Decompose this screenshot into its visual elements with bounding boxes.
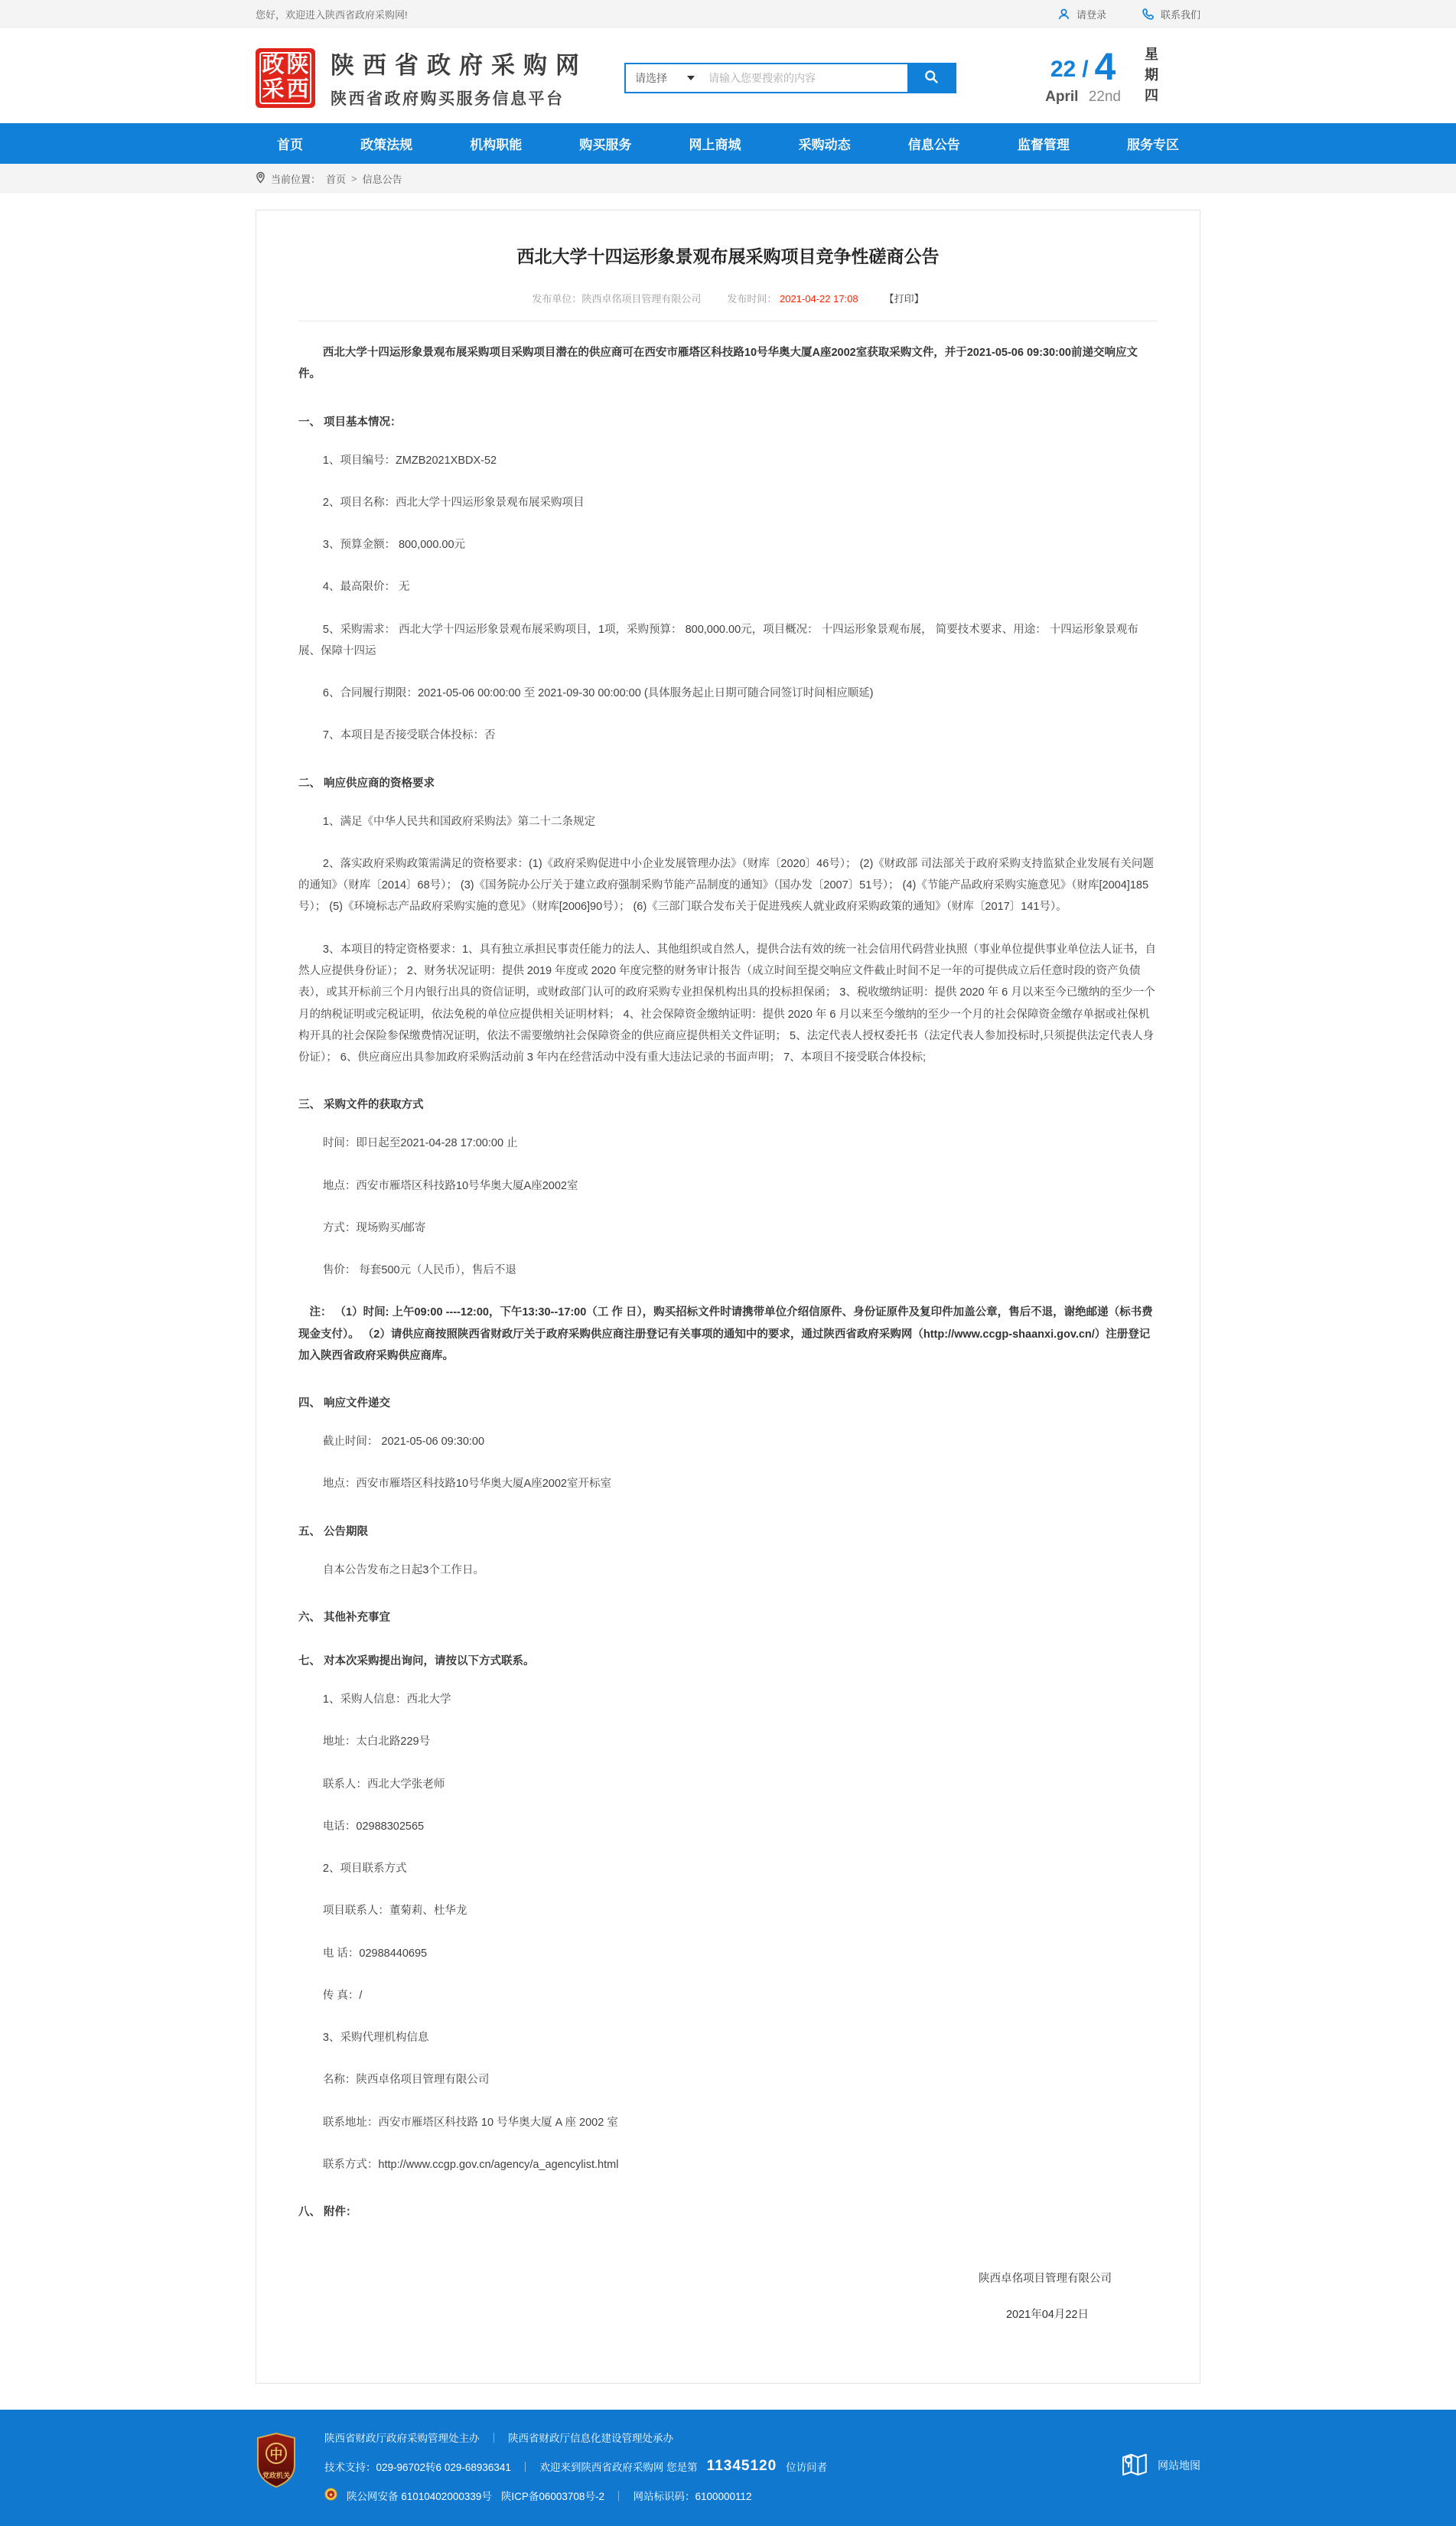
- section-paragraph: 时间：即日起至2021-04-28 17:00:00 止: [322, 1137, 518, 1150]
- search-input[interactable]: [704, 64, 907, 92]
- site-subtitle: 陕西省政府购买服务信息平台: [331, 90, 565, 108]
- user-icon: [1057, 8, 1070, 21]
- section-paragraph: 售价： 每套500元（人民币），售后不退: [322, 1264, 516, 1277]
- section-paragraph: 2、项目名称：西北大学十四运形象景观布展采购项目: [322, 496, 585, 509]
- publish-time: [727, 291, 858, 305]
- section-paragraph: 地点：西安市雁塔区科技路10号华奥大厦A座2002室: [322, 1179, 578, 1192]
- article-meta: [298, 291, 1158, 321]
- site-id-code: 网站标识码：6100000112: [633, 2491, 752, 2503]
- nav-item-3[interactable]: 购买服务: [579, 138, 632, 152]
- footer-line-2: [324, 2458, 827, 2475]
- breadcrumb: 当前位置：: [271, 173, 321, 185]
- phone-icon: [1142, 8, 1155, 21]
- date-slash: /: [1082, 57, 1089, 82]
- topbar: [0, 0, 1456, 28]
- nav-item-0[interactable]: 首页: [277, 138, 303, 152]
- contact-label: 联系我们: [1160, 8, 1200, 21]
- logo-char: 陕: [286, 53, 309, 77]
- nav-item-7[interactable]: 监督管理: [1017, 138, 1070, 152]
- visitor-count: 11345120: [706, 2458, 777, 2475]
- section-paragraph: 名称：陕西卓佲项目管理有限公司: [322, 2074, 490, 2087]
- search-icon: [923, 69, 939, 86]
- section-paragraph: 联系地址：西安市雁塔区科技路 10 号华奥大厦 A 座 2002 室: [322, 2116, 618, 2129]
- section-paragraph: 3、本项目的特定资格要求：1、具有独立承担民事责任能力的法人、其他组织或自然人，提供合法有效的统一社会信用代码营业执照（事业单位提供事业单位法人证书，自然人应提供身份证）； 2、财务状况证明：提供 2019 年度或 2020 年度完整的财务审计报告（成立时间至提交响应文件截止时间不足一年的可提供成立后任意时段的资产负债表），或其开标前三个月内银行出具的资信证明，或财政部门认可的政府采购专业担保机构出具的投标担保函； 3、税收缴纳证明：提供 2020 年 6 月以来至今已缴纳的至少一个月的纳税证明或完税证明，依法免税的单位应提供相关证明材料； 4、社会保障资金缴纳证明：提供 2020 年 6 月以来至今缴纳的至少一个月的社会保障资金缴存单据或社保机构开具的社会保险参保缴费情况证明，依法不需要缴纳社会保障资金的供应商应提供相关文件证明； 5、法定代表人授权委托书（法定代表人参加投标时,只须提供法定代表人身份证）； 6、供应商应出具参加政府采购活动前 3 年内在经营活动中没有重大违法记录的书面声明； 7、本项目不接受联合体投标;: [298, 943, 1157, 1064]
- section-paragraph: 6、合同履行期限：2021-05-06 00:00:00 至 2021-09-30 00:00:00 (具体服务起止日期可随合同签订时间相应顺延): [322, 687, 874, 700]
- footer-visitor-label: 位访问者: [786, 2462, 828, 2474]
- section-heading-0: 一、 项目基本情况：: [298, 416, 402, 429]
- section-paragraph: 2、落实政府采购政策需满足的资格要求：(1)《政府采购促进中小企业发展管理办法》（财库〔2020〕46号）； (2)《财政部 司法部关于政府采购支持监狱企业发展有关问题的通知》（财库〔2014〕68号）； (3)《国务院办公厅关于建立政府强制采购节能产品制度的通知》（国办发〔2007〕51号）； (4)《节能产品政府采购实施意见》（财库[2004]185号）； (5)《环境标志产品政府采购实施的意见》（财库[2006]90号）； (6)《三部门联合发布关于促进残疾人就业政府采购政策的通知》（财库〔2017〕141号）。: [298, 857, 1154, 914]
- site-logo: [256, 48, 315, 108]
- footer-line-3: [324, 2488, 827, 2503]
- search-button[interactable]: [907, 64, 955, 92]
- date-widget: [1045, 47, 1200, 109]
- search-box: [624, 63, 956, 93]
- section-paragraph: 联系方式：http://www.ccgp.gov.cn/agency/a_agencylist.html: [322, 2158, 619, 2171]
- section-paragraph: 5、采购需求： 西北大学十四运形象景观布展采购项目，1项，采购预算： 800,000.00元，项目概况： 十四运形象景观布展， 简要技术要求、用途： 十四运形象景观布展、保障十四运: [298, 623, 1138, 657]
- location-pin-icon: [256, 171, 265, 186]
- intro-paragraph: 西北大学十四运形象景观布展采购项目采购项目潜在的供应商可在西安市雁塔区科技路10号华奥大厦A座2002室获取采购文件，并于2021-05-06 09:30:00前递交响应文件。: [298, 347, 1138, 381]
- section-paragraph: 1、项目编号：ZMZB2021XBDX-52: [322, 454, 497, 467]
- breadcrumb-current-link[interactable]: 信息公告: [362, 173, 402, 185]
- nav-item-6[interactable]: 信息公告: [907, 138, 960, 152]
- search-category-select[interactable]: [626, 64, 704, 92]
- article-body: [298, 342, 1158, 2322]
- footer-welcome: 欢迎来到陕西省政府采购网 您是第: [539, 2462, 698, 2474]
- section-paragraph: 地址：太白北路229号: [322, 1736, 431, 1749]
- main-nav: [0, 123, 1456, 164]
- section-paragraph: 1、满足《中华人民共和国政府采购法》第二十二条规定: [322, 815, 595, 828]
- nav-item-1[interactable]: 政策法规: [360, 138, 413, 152]
- svg-text:中: 中: [269, 2447, 283, 2462]
- breadcrumb-bar: [0, 164, 1456, 193]
- section-paragraph: 传 真：/: [322, 1989, 363, 2002]
- footer-organizer: 陕西省财政厅政府采购管理处主办: [324, 2433, 480, 2445]
- breadcrumb-home-link[interactable]: 首页: [326, 173, 347, 185]
- section-heading-2: 三、 采购文件的获取方式: [298, 1099, 424, 1112]
- nav-item-2[interactable]: 机构职能: [470, 138, 523, 152]
- date-month-name: April: [1045, 89, 1079, 105]
- section-paragraph: 地点：西安市雁塔区科技路10号华奥大厦A座2002室开标室: [322, 1478, 611, 1491]
- site-name: 陕西省政府采购网: [331, 52, 588, 79]
- footer-separator: ｜: [613, 2491, 624, 2503]
- section-paragraph: 3、采购代理机构信息: [322, 2032, 429, 2045]
- section-paragraph: 4、最高限价： 无: [322, 581, 410, 594]
- section-paragraph: 截止时间： 2021-05-06 09:30:00: [322, 1436, 485, 1449]
- footer-separator: ｜: [520, 2462, 531, 2474]
- publish-time-label: 发布时间：: [727, 293, 777, 305]
- date-day: 22: [1050, 57, 1077, 82]
- section-paragraph: 项目联系人：董菊莉、杜华龙: [322, 1905, 467, 1918]
- login-link[interactable]: [1057, 7, 1106, 21]
- section-paragraph: 电话：02988302565: [322, 1820, 425, 1833]
- login-label: 请登录: [1076, 8, 1106, 21]
- site-header: [0, 28, 1456, 123]
- section-heading-6: 七、 对本次采购提出询问，请按以下方式联系。: [298, 1654, 535, 1667]
- chevron-down-icon: [687, 76, 695, 80]
- signature-date: 2021年04月22日: [1005, 2309, 1089, 2322]
- police-badge-icon: [324, 2488, 337, 2503]
- welcome-text: 您好，欢迎进入陕西省政府采购网!: [256, 8, 408, 21]
- police-record-link[interactable]: 陕公网安备 61010402000339号: [347, 2491, 492, 2503]
- section-heading-4: 五、 公告期限: [298, 1525, 369, 1538]
- sitemap-link[interactable]: [1118, 2448, 1200, 2482]
- announcement-card: [256, 210, 1200, 2384]
- signature-company: 陕西卓佲项目管理有限公司: [979, 2273, 1112, 2286]
- section-paragraph: 电 话：02988440695: [322, 1947, 428, 1960]
- date-weekday: 星期四: [1143, 47, 1158, 109]
- contact-link[interactable]: [1142, 7, 1200, 21]
- site-footer: [0, 2410, 1456, 2526]
- section-paragraph: 联系人：西北大学张老师: [322, 1778, 445, 1791]
- section-paragraph: 7、本项目是否接受联合体投标：否: [322, 729, 496, 742]
- sitemap-map-icon: [1118, 2448, 1150, 2482]
- section-paragraph: 方式：现场购买/邮寄: [322, 1221, 426, 1234]
- page-title: 西北大学十四运形象景观布展采购项目竞争性磋商公告: [516, 246, 940, 266]
- date-month-number: 4: [1094, 45, 1116, 88]
- print-button[interactable]: 【打印】: [884, 293, 924, 305]
- footer-tech-support: 技术支持：029-96702转6 029-68936341: [324, 2462, 511, 2474]
- search-select-label: 请选择: [635, 71, 667, 84]
- section-paragraph: 注： （1）时间: 上午09:00 ----12:00，下午13:30--17:00（工 作 日），购买招标文件时请携带单位介绍信原件、身份证原件及复印件加盖公章，售后不退，谢绝邮递（标书费现金支付）。 （2）请供应商按照陕西省财政厅关于政府采购供应商注册登记有关事项的通知中的要求，通过陕西省政府采购网（http://www.ccgp-shaanxi.gov.cn/）注册登记加入陕西省政府采购供应商库。: [298, 1306, 1153, 1362]
- party-government-badge-icon: [256, 2433, 297, 2490]
- sitemap-label: 网站地图: [1158, 2459, 1200, 2472]
- svg-text:★: ★: [328, 2491, 334, 2498]
- section-paragraph: 1、采购人信息：西北大学: [322, 1693, 451, 1706]
- publish-time-value: 2021-04-22 17:08: [779, 293, 858, 305]
- logo-char: 采: [262, 77, 285, 102]
- nav-item-4[interactable]: 网上商城: [689, 138, 741, 152]
- nav-item-5[interactable]: 采购动态: [798, 138, 851, 152]
- nav-item-8[interactable]: 服务专区: [1127, 138, 1179, 152]
- footer-co-organizer: 陕西省财政厅信息化建设管理处承办: [508, 2433, 673, 2445]
- footer-line-1: [324, 2430, 827, 2445]
- icp-record-link[interactable]: 陕ICP备06003708号-2: [500, 2491, 604, 2503]
- section-heading-3: 四、 响应文件递交: [298, 1397, 391, 1410]
- section-paragraph: 3、预算金额： 800,000.00元: [322, 539, 466, 552]
- date-ordinal: 22nd: [1088, 89, 1121, 105]
- svg-text:党政机关: 党政机关: [262, 2472, 291, 2480]
- breadcrumb-separator: >: [351, 172, 357, 184]
- publisher-text: 发布单位：陕西卓佲项目管理有限公司: [532, 293, 702, 305]
- section-paragraph: 2、项目联系方式: [322, 1863, 407, 1876]
- section-heading-7: 八、 附件：: [298, 2206, 357, 2219]
- signature-block: [298, 2270, 1158, 2322]
- footer-separator: ｜: [488, 2433, 499, 2445]
- logo-char: 西: [286, 77, 309, 102]
- section-heading-5: 六、 其他补充事宜: [298, 1611, 391, 1624]
- section-paragraph: 自本公告发布之日起3个工作日。: [322, 1563, 484, 1576]
- logo-char: 政: [262, 53, 285, 77]
- section-heading-1: 二、 响应供应商的资格要求: [298, 777, 435, 790]
